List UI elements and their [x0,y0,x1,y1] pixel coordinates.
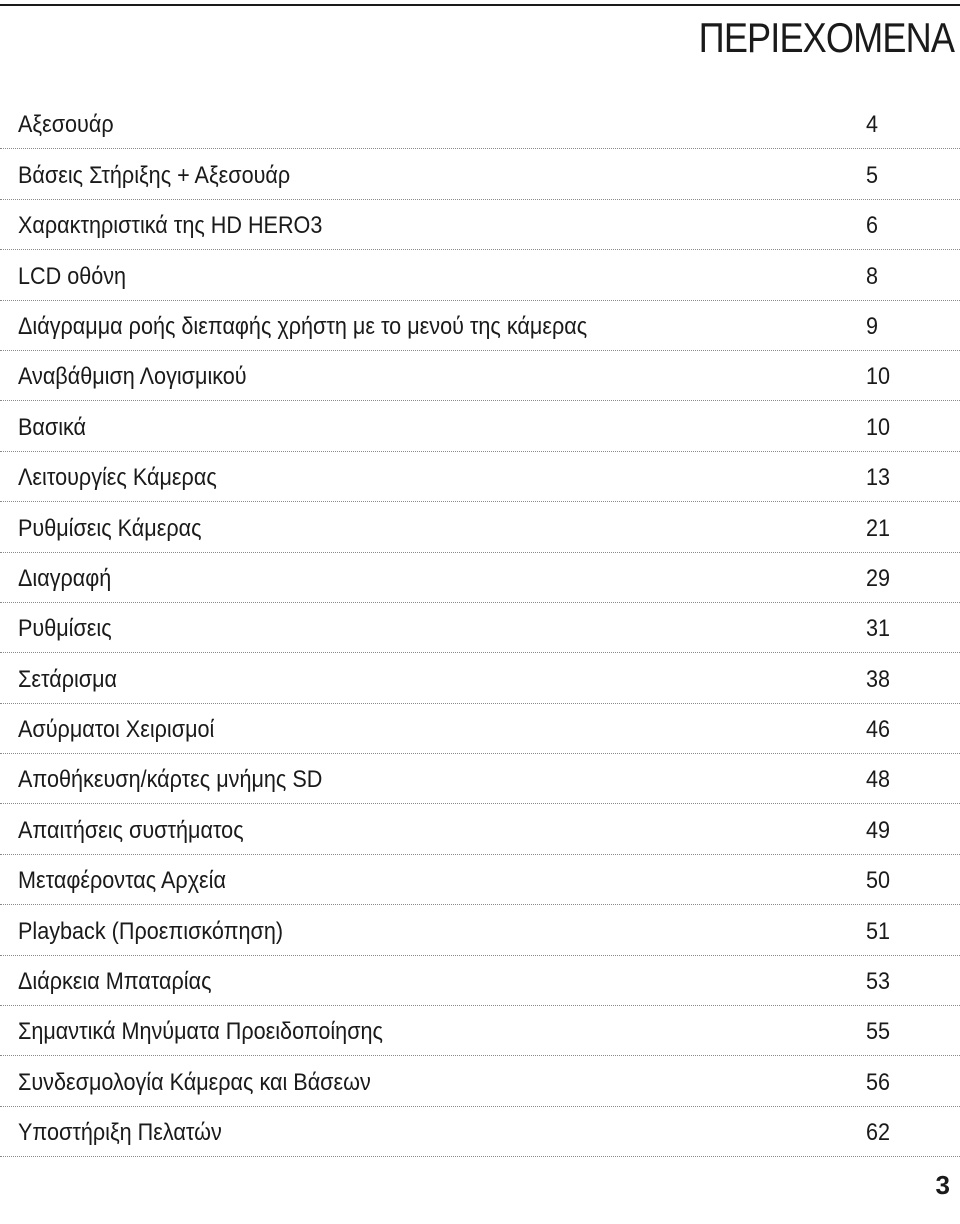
toc-entry-label: Αποθήκευση/κάρτες μνήμης SD [18,766,323,794]
toc-entry-label: Βάσεις Στήριξης + Αξεσουάρ [18,161,291,189]
toc-entry-page: 5 [866,161,879,189]
toc-entry-label: Ασύρματοι Χειρισμοί [18,716,215,744]
toc-entry-page: 48 [866,766,891,794]
toc-entry-page: 9 [866,312,879,340]
toc-entry-label: Playback (Προεπισκόπηση) [18,917,284,945]
toc-entry-page: 21 [866,514,891,542]
toc-entry-page: 50 [866,867,891,895]
toc-entry-page: 49 [866,816,891,844]
toc-entry-page: 38 [866,665,891,693]
toc-entry[interactable] [0,200,960,250]
toc-entry-page: 31 [866,615,891,643]
toc-entry-label: Αξεσουάρ [18,111,114,139]
toc-entry[interactable] [0,754,960,804]
toc-entry[interactable] [0,99,960,149]
toc-entry[interactable] [0,250,960,300]
toc-entry-label: Διάρκεια Μπαταρίας [18,968,212,996]
toc-entry[interactable] [0,553,960,603]
toc-entry[interactable] [0,401,960,451]
toc-entry[interactable] [0,855,960,905]
toc-entry[interactable] [0,1107,960,1157]
toc-entry-page: 13 [866,464,891,492]
toc-entry-label: Διάγραμμα ροής διεπαφής χρήστη με το μενού της κάμερας [18,312,588,340]
toc-entry[interactable] [0,653,960,703]
toc-entry-page: 4 [866,111,879,139]
toc-entry-label: Υποστήριξη Πελατών [18,1119,222,1147]
toc-entry-page: 53 [866,968,891,996]
toc-entry[interactable] [0,905,960,955]
toc-entry-label: Συνδεσμολογία Κάμερας και Βάσεων [18,1068,371,1096]
toc-entry-label: Διαγραφή [18,564,112,592]
toc-entry[interactable] [0,704,960,754]
toc-entry-label: Ρυθμίσεις [18,615,112,643]
toc-entry[interactable] [0,502,960,552]
toc-entry-page: 51 [866,917,891,945]
toc-entry[interactable] [0,603,960,653]
page-number: 3 [935,1170,950,1200]
toc-entry-page: 8 [866,262,879,290]
top-rule [0,4,960,6]
toc-entry-label: Αναβάθμιση Λογισμικού [18,363,247,391]
toc-entry[interactable] [0,956,960,1006]
table-of-contents [0,99,960,1157]
toc-entry[interactable] [0,301,960,351]
toc-entry[interactable] [0,804,960,854]
toc-entry-page: 10 [866,363,891,391]
toc-entry-label: Σετάρισμα [18,665,118,693]
toc-entry-page: 6 [866,212,879,240]
toc-entry-label: Μεταφέροντας Αρχεία [18,867,226,895]
toc-entry[interactable] [0,1006,960,1056]
toc-entry-label: Σημαντικά Μηνύματα Προειδοποίησης [18,1018,383,1046]
toc-entry-page: 62 [866,1119,891,1147]
toc-entry-label: Απαιτήσεις συστήματος [18,816,244,844]
toc-entry[interactable] [0,351,960,401]
toc-entry-label: Ρυθμίσεις Κάμερας [18,514,202,542]
toc-entry[interactable] [0,452,960,502]
toc-entry-label: Λειτουργίες Κάμερας [18,464,217,492]
toc-entry[interactable] [0,149,960,199]
toc-entry-page: 29 [866,564,891,592]
toc-entry-page: 10 [866,413,891,441]
toc-entry-label: Βασικά [18,413,87,441]
toc-entry-page: 55 [866,1018,891,1046]
toc-entry-label: Χαρακτηριστικά της HD HERO3 [18,212,323,240]
page-title: ΠΕΡΙΕΧΟΜΕΝΑ [698,14,954,61]
toc-entry-page: 56 [866,1068,891,1096]
toc-entry-page: 46 [866,716,891,744]
toc-entry-label: LCD οθόνη [18,262,127,290]
toc-entry[interactable] [0,1056,960,1106]
